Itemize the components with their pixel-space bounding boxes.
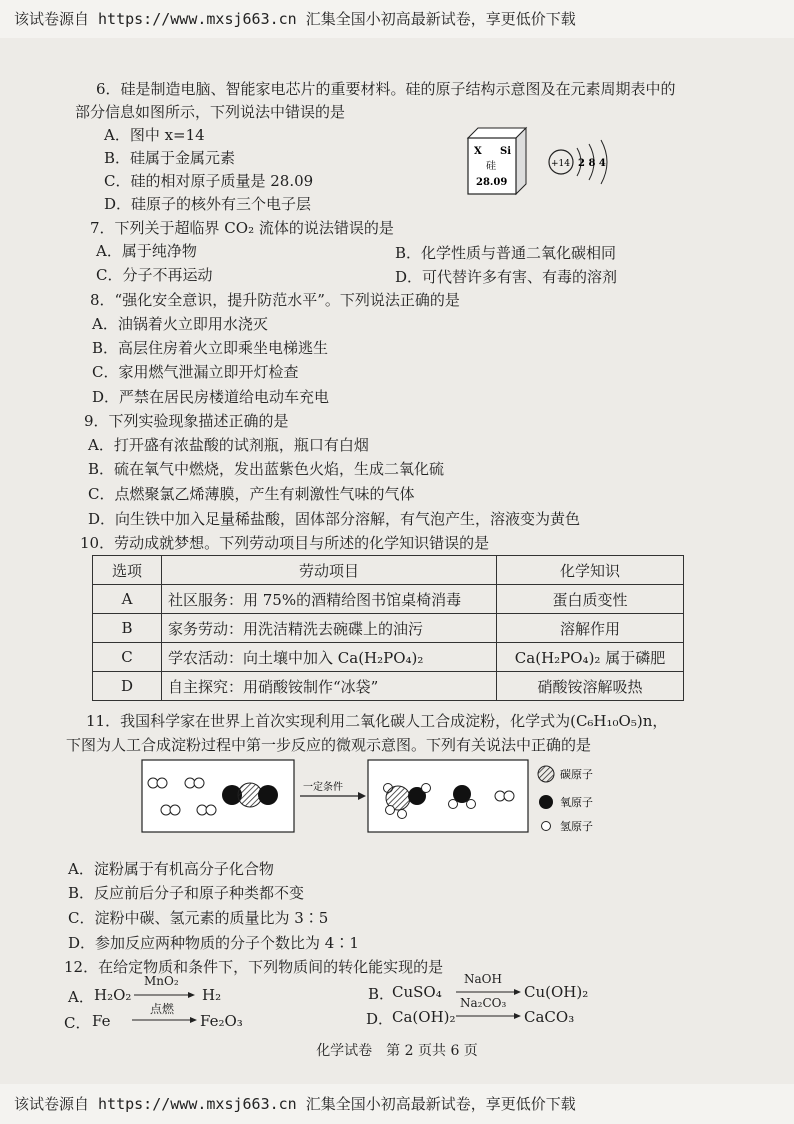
- tile-name: 硅: [486, 161, 496, 172]
- q8-option-b: B．高层住房着火立即乘坐电梯逃生: [92, 339, 329, 357]
- row-c-option: C: [93, 643, 162, 672]
- q10-stem: 10．劳动成就梦想。下列劳动项目与所述的化学知识错误的是: [80, 534, 490, 552]
- q11-stem-line1: 11．我国科学家在世界上首次实现利用二氧化碳人工合成淀粉，化学式为(C₆H₁₀O₅)n，: [86, 712, 668, 730]
- legend: [538, 766, 593, 833]
- legend-hydrogen: 氢原子: [560, 820, 593, 833]
- source-banner-bottom: 该试卷源自 https://www.mxsj663.cn 汇集全国小初高最新试卷，享更低价下载: [14, 1095, 576, 1113]
- header-labor-item: 劳动项目: [162, 556, 497, 585]
- q11-option-b: B．反应前后分子和原子种类都不变: [68, 884, 305, 902]
- products-box: [368, 760, 528, 832]
- q12-option-a-reactant: H₂O₂: [94, 986, 132, 1004]
- table-row: [93, 585, 684, 614]
- q6-option-d: D．硅原子的核外有三个电子层: [104, 195, 312, 213]
- table-row: [93, 672, 684, 701]
- q11-option-c: C．淀粉中碳、氢元素的质量比为 3∶5: [68, 909, 329, 927]
- tile-mass: 28.09: [476, 177, 508, 188]
- q8-stem: 8．“强化安全意识，提升防范水平”。下列说法正确的是: [90, 291, 460, 309]
- row-b-knowledge: 溶解作用: [497, 614, 684, 643]
- q9-option-c: C．点燃聚氯乙烯薄膜，产生有刺激性气味的气体: [88, 485, 415, 503]
- q8-option-a: A．油锅着火立即用水浇灭: [92, 315, 268, 333]
- q9-option-a: A．打开盛有浓盐酸的试剂瓶，瓶口有白烟: [88, 436, 369, 454]
- q7-option-c: C．分子不再运动: [96, 266, 213, 284]
- q12-option-c-condition: 点燃: [150, 1002, 175, 1016]
- q12-option-c-product: Fe₂O₃: [200, 1012, 243, 1030]
- reaction-micro-diagram: [140, 758, 610, 838]
- q11-option-a: A．淀粉属于有机高分子化合物: [68, 860, 274, 878]
- row-c-item: 学农活动：向土壤中加入 Ca(H₂PO₄)₂: [162, 643, 497, 672]
- q6-option-c: C．硅的相对原子质量是 28.09: [104, 172, 314, 190]
- q12-option-d-condition: Na₂CO₃: [460, 996, 507, 1010]
- reaction-arrow: [300, 780, 366, 800]
- atom-structure-diagram: [549, 140, 607, 184]
- source-banner-top: 该试卷源自 https://www.mxsj663.cn 汇集全国小初高最新试卷，享更低价下载: [14, 10, 576, 28]
- row-a-knowledge: 蛋白质变性: [497, 585, 684, 614]
- q12-option-b-condition: NaOH: [464, 972, 502, 986]
- q12-option-d-reactant: Ca(OH)₂: [392, 1008, 456, 1026]
- q12-option-d-arrow: [456, 1012, 522, 1020]
- tile-symbol: Si: [500, 146, 512, 157]
- q10-table: [92, 555, 684, 701]
- row-d-item: 自主探究：用硝酸铵制作“冰袋”: [162, 672, 497, 701]
- q12-option-b-arrow: [456, 988, 522, 996]
- header-option: 选项: [93, 556, 162, 585]
- q6-option-a: A．图中 x=14: [104, 126, 205, 144]
- row-a-option: A: [93, 585, 162, 614]
- q6-stem-line1: 6．硅是制造电脑、智能家电芯片的重要材料。硅的原子结构示意图及在元素周期表中的: [96, 80, 676, 98]
- q12-option-b-reactant: CuSO₄: [392, 983, 442, 1001]
- q9-stem: 9．下列实验现象描述正确的是: [84, 412, 289, 430]
- q12-option-c-reactant: Fe: [92, 1012, 111, 1030]
- row-d-knowledge: 硝酸铵溶解吸热: [497, 672, 684, 701]
- electron-shells: 2 8 4: [578, 158, 606, 169]
- q11-option-d: D．参加反应两种物质的分子个数比为 4∶1: [68, 934, 359, 952]
- q12-option-a-condition: MnO₂: [144, 974, 179, 988]
- q6-option-b: B．硅属于金属元素: [104, 149, 236, 167]
- q7-stem: 7．下列关于超临界 CO₂ 流体的说法错误的是: [90, 219, 394, 237]
- row-b-option: B: [93, 614, 162, 643]
- q12-option-c-arrow: [132, 1016, 198, 1024]
- row-d-option: D: [93, 672, 162, 701]
- q12-option-c-label: C．: [64, 1014, 91, 1032]
- q8-option-d: D．严禁在居民房楼道给电动车充电: [92, 388, 330, 406]
- table-row: [93, 643, 684, 672]
- nucleus-charge: +14: [551, 159, 570, 169]
- q12-option-a-product: H₂: [202, 986, 222, 1004]
- row-a-item: 社区服务：用 75%的酒精给图书馆桌椅消毒: [162, 585, 497, 614]
- q12-stem: 12．在给定物质和条件下，下列物质间的转化能实现的是: [64, 958, 444, 976]
- q9-option-d: D．向生铁中加入足量稀盐酸，固体部分溶解，有气泡产生，溶液变为黄色: [88, 510, 581, 528]
- q7-option-b: B．化学性质与普通二氧化碳相同: [395, 244, 617, 262]
- q11-stem-line2: 下图为人工合成淀粉过程中第一步反应的微观示意图。下列有关说法中正确的是: [66, 736, 592, 754]
- q12-option-a-label: A．: [68, 988, 94, 1006]
- legend-carbon: 碳原子: [560, 768, 593, 781]
- q6-stem-line2: 部分信息如图所示，下列说法中错误的是: [75, 103, 346, 121]
- silicon-figure: [462, 124, 622, 198]
- tile-number: X: [474, 146, 482, 157]
- q12-option-d-product: CaCO₃: [524, 1008, 575, 1026]
- q12-option-d-label: D．: [366, 1010, 394, 1028]
- row-b-item: 家务劳动：用洗洁精洗去碗碟上的油污: [162, 614, 497, 643]
- reaction-condition: 一定条件: [303, 782, 343, 793]
- q12-option-b-product: Cu(OH)₂: [524, 983, 589, 1001]
- legend-oxygen: 氧原子: [560, 796, 593, 809]
- q7-option-a: A．属于纯净物: [96, 242, 197, 260]
- table-row: [93, 614, 684, 643]
- q12-option-a-arrow: [134, 991, 196, 999]
- q8-option-c: C．家用燃气泄漏立即开灯检查: [92, 363, 299, 381]
- q9-option-b: B．硫在氧气中燃烧，发出蓝紫色火焰，生成二氧化硫: [88, 460, 445, 478]
- q12-option-b-label: B．: [368, 985, 395, 1003]
- q7-option-d: D．可代替许多有害、有毒的溶剂: [395, 268, 618, 286]
- header-chem-knowledge: 化学知识: [497, 556, 684, 585]
- page-footer: 化学试卷 第 2 页共 6 页: [316, 1043, 478, 1059]
- periodic-tile: [468, 128, 526, 194]
- row-c-knowledge: Ca(H₂PO₄)₂ 属于磷肥: [497, 643, 684, 672]
- reactants-box: [142, 760, 294, 832]
- table-header-row: [93, 556, 684, 585]
